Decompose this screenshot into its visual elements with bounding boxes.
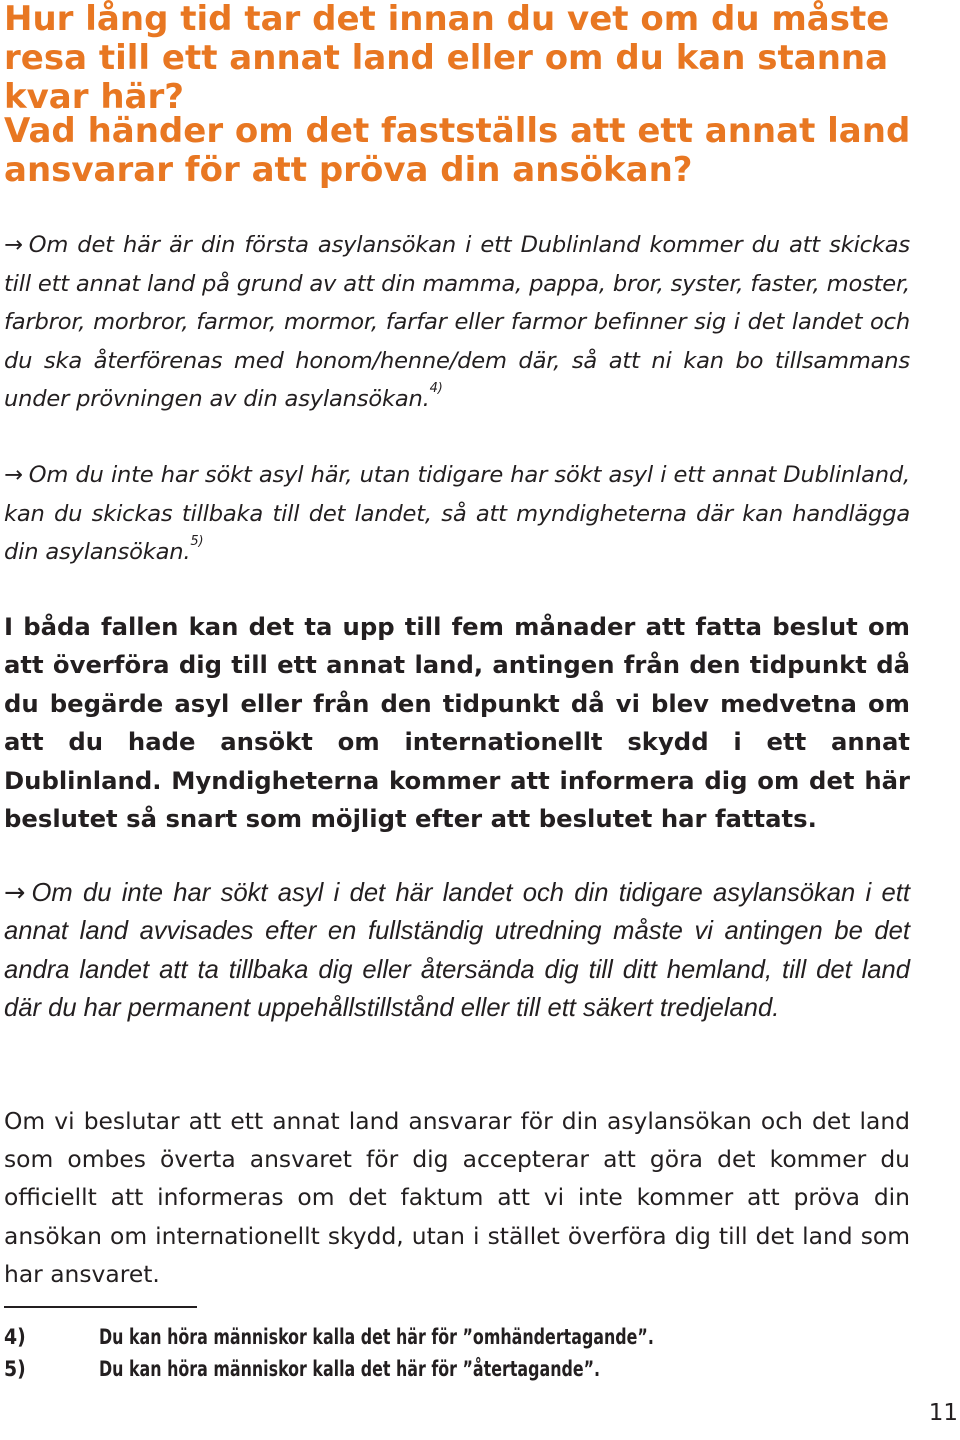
footnote-divider	[4, 1306, 197, 1308]
footnote-text: Du kan höra människor kalla det här för ”omhändertagande”.	[99, 1325, 654, 1349]
paragraph-text: Om du inte har sökt asyl i det här landet och din tidigare asylansökan i ett annat land avvisades efter en fullständig utredning måste vi antingen be det andra landet att ta tillbaka dig eller återsända dig till ditt hemland, till det land där du har permanent uppehållstillstånd eller till ett säkert tredjeland.	[4, 879, 910, 1023]
paragraph-decision-time: I båda fallen kan det ta upp till fem månader att fatta beslut om att överföra dig till ett annat land, antingen från den tidpunkt då du begärde asyl eller från den tidpunkt då vi blev medvetna om att du hade ansökt om internationellt skydd i ett annat Dublinland. Myndigheterna kommer att informera dig om det här beslutet så snart som möjligt efter att beslutet har fattats.	[4, 612, 910, 834]
arrow-right-icon: →	[4, 878, 26, 908]
footnote-item	[4, 1354, 904, 1384]
footnote-number: 5)	[4, 1357, 26, 1381]
paragraph-return-dublin	[4, 456, 910, 572]
paragraph-rejected-application	[4, 874, 910, 1028]
page-number: 11	[928, 1400, 958, 1426]
footnote-ref: 5)	[190, 534, 204, 549]
paragraph-text: Om det här är din första asylansökan i ett Dublinland kommer du att skickas till ett annat land på grund av att din mamma, pappa, bror, syster, faster, moster, farbror, morbror, farmor, mormor, farfar eller farmor befinner sig i det landet och du ska återförenas med honom/henne/dem där, så att ni kan bo tillsammans under prövningen av din asylansökan.	[4, 232, 910, 412]
arrow-right-icon: →	[4, 462, 23, 488]
footnote-number: 4)	[4, 1325, 26, 1349]
paragraph-text: Om du inte har sökt asyl här, utan tidigare har sökt asyl i ett annat Dublinland, kan du skickas tillbaka till det landet, så att myndigheterna där kan handlägga din asylansökan.	[4, 462, 910, 565]
heading-timing: Hur lång tid tar det innan du vet om du måste resa till ett annat land eller om du kan stanna kvar här?	[4, 0, 890, 117]
paragraph-transfer-decision: Om vi beslutar att ett annat land ansvarar för din asylansökan och det land som ombes överta ansvaret för dig accepterar att göra det kommer du officiellt att informeras om det faktum att vi inte kommer att pröva din ansökan om internationellt skydd, utan i stället överföra dig till det land som har ansvaret.	[4, 1107, 910, 1288]
arrow-right-icon: →	[4, 232, 23, 258]
footnote-ref: 4)	[429, 381, 443, 396]
paragraph-family-reunification	[4, 226, 910, 419]
footnote-text: Du kan höra människor kalla det här för ”återtagande”.	[99, 1357, 601, 1381]
footnote-item	[4, 1322, 904, 1352]
heading-other-country: Vad händer om det fastställs att ett annat land ansvarar för att pröva din ansökan?	[4, 111, 911, 190]
